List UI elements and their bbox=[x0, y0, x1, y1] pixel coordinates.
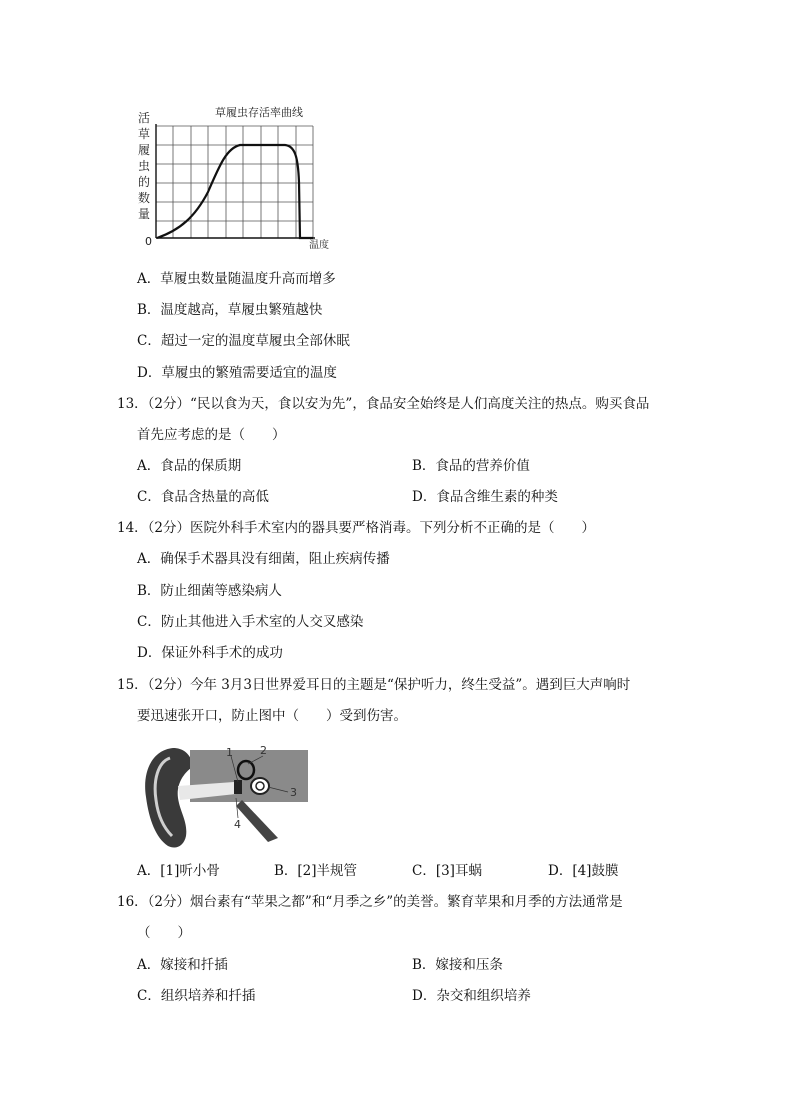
y-label-char: 数 bbox=[138, 191, 151, 205]
origin-label: 0 bbox=[145, 235, 152, 248]
ear-anatomy-figure bbox=[138, 742, 308, 850]
y-label-char: 履 bbox=[138, 143, 151, 157]
q14-stem: 14．（2分）医院外科手术室内的器具要严格消毒。下列分析不正确的是（ ） bbox=[117, 520, 596, 536]
y-label-char: 草 bbox=[138, 127, 151, 141]
callout-3: 3 bbox=[290, 786, 297, 799]
survival-curve-chart bbox=[135, 102, 335, 252]
cochlea-shape bbox=[251, 778, 269, 794]
q12-option-d: D．草履虫的繁殖需要适宜的温度 bbox=[137, 365, 337, 381]
q13-stem: 13．（2分）“民以食为天，食以安为先”，食品安全始终是人们高度关注的热点。购买食品 bbox=[117, 396, 650, 412]
q12-option-a: A．草履虫数量随温度升高而增多 bbox=[137, 271, 336, 287]
q13-stem-cont: 首先应考虑的是（ ） bbox=[137, 427, 286, 443]
q15-stem-cont: 要迅速张开口，防止图中（ ）受到伤害。 bbox=[137, 708, 407, 724]
y-label-char: 的 bbox=[138, 175, 151, 189]
q16-option-a: A．嫁接和扦插 bbox=[137, 957, 228, 973]
q16-stem: 16．（2分）烟台素有“苹果之都”和“月季之乡”的美誉。繁育苹果和月季的方法通常是 bbox=[117, 894, 623, 910]
q14-option-d: D．保证外科手术的成功 bbox=[137, 645, 283, 661]
q15-option-d: D．[4]鼓膜 bbox=[548, 863, 619, 879]
callout-1: 1 bbox=[226, 746, 233, 759]
q13-option-d: D．食品含维生素的种类 bbox=[412, 489, 558, 505]
y-label-char: 虫 bbox=[138, 159, 151, 173]
q15-stem: 15．（2分）今年 3月3日世界爱耳日的主题是“保护听力，终生受益”。遇到巨大声响时 bbox=[117, 677, 631, 693]
y-axis-label bbox=[138, 111, 150, 221]
q12-option-c: C．超过一定的温度草履虫全部休眠 bbox=[137, 333, 350, 349]
q15-option-a: A．[1]听小骨 bbox=[137, 863, 220, 879]
y-label-char: 活 bbox=[138, 111, 151, 125]
q16-option-c: C．组织培养和扦插 bbox=[137, 988, 256, 1004]
q15-option-b: B．[2]半规管 bbox=[274, 863, 358, 879]
callout-4: 4 bbox=[234, 818, 241, 831]
q16-stem-cont: （ ） bbox=[137, 925, 191, 941]
survival-curve bbox=[157, 145, 313, 238]
chart-title: 草履虫存活率曲线 bbox=[215, 106, 303, 119]
q13-option-c: C．食品含热量的高低 bbox=[137, 489, 269, 505]
ossicles bbox=[234, 780, 242, 794]
chart-grid bbox=[156, 126, 313, 238]
q13-option-a: A．食品的保质期 bbox=[137, 458, 242, 474]
q13-option-b: B．食品的营养价值 bbox=[412, 458, 530, 474]
q12-option-b: B．温度越高，草履虫繁殖越快 bbox=[137, 302, 323, 318]
x-axis-label: 温度 bbox=[309, 240, 329, 251]
q16-option-d: D．杂交和组织培养 bbox=[412, 988, 531, 1004]
q14-option-a: A．确保手术器具没有细菌，阻止疾病传播 bbox=[137, 551, 390, 567]
q16-option-b: B．嫁接和压条 bbox=[412, 957, 503, 973]
q15-option-c: C．[3]耳蜗 bbox=[412, 863, 482, 879]
y-label-char: 量 bbox=[138, 207, 151, 221]
q14-option-b: B．防止细菌等感染病人 bbox=[137, 583, 282, 599]
q14-option-c: C．防止其他进入手术室的人交叉感染 bbox=[137, 614, 364, 630]
callout-2: 2 bbox=[260, 744, 267, 757]
